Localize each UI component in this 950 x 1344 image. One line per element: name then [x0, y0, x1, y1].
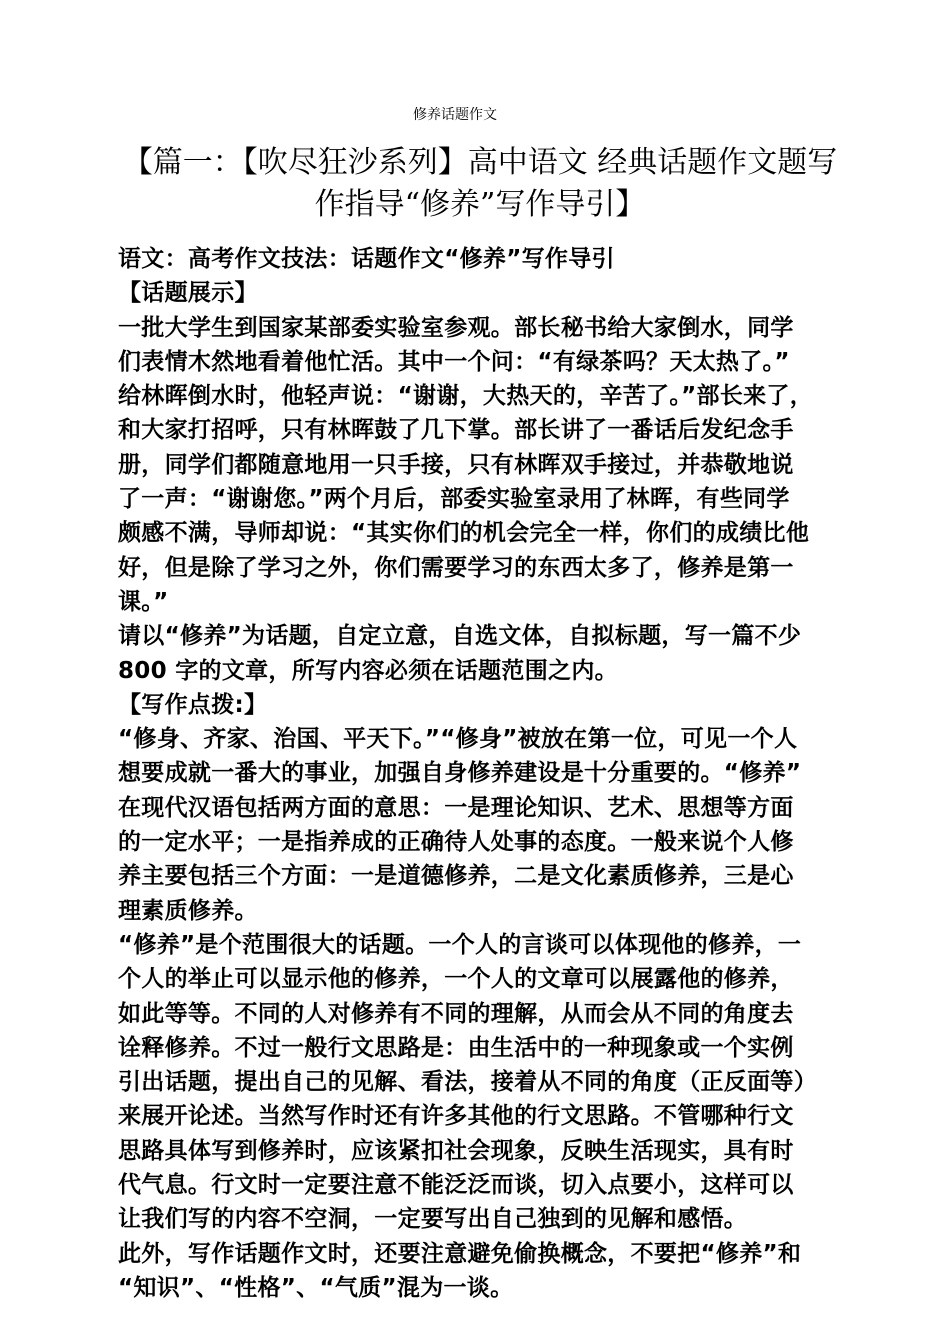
body-line: “修身、齐家、治国、平天下。”“修身”被放在第一位，可见一个人: [118, 726, 798, 753]
body-line: 如此等等。不同的人对修养有不同的理解，从而会从不同的角度去: [118, 1000, 794, 1027]
title-line: 作指导“修养”写作导引】: [314, 187, 646, 222]
body-line: 800 字的文章，所写内容必须在话题范围之内。: [118, 657, 618, 684]
body-line: 们表情木然地看着他忙活。其中一个问：“有绿茶吗？天太热了。”: [118, 348, 790, 375]
body-line: 了一声：“谢谢您。”两个月后，部委实验室录用了林晖，有些同学: [118, 486, 790, 513]
body-line: 和大家打招呼，只有林晖鼓了几下掌。部长讲了一番话后发纪念手: [118, 417, 794, 444]
body-line: “知识”、“性格”、“气质”混为一谈。: [118, 1274, 514, 1301]
body-line: 课。”: [118, 588, 169, 615]
body-line: 给林晖倒水时，他轻声说：“谢谢，大热天的，辛苦了。”部长来了，: [118, 383, 814, 410]
body-line: “修养”是个范围很大的话题。一个人的言谈可以体现他的修养，一: [118, 931, 802, 958]
body-line: 此外，写作话题作文时，还要注意避免偷换概念，不要把“修养”和: [118, 1240, 802, 1267]
body-line: 一批大学生到国家某部委实验室参观。部长秘书给大家倒水，同学: [118, 314, 794, 341]
body-line: 【话题展示】: [118, 280, 258, 307]
body-line: 在现代汉语包括两方面的意思：一是理论知识、艺术、思想等方面: [118, 794, 794, 821]
page-header: 修养话题作文: [413, 107, 497, 123]
document-body: [118, 242, 848, 1305]
body-line: 来展开论述。当然写作时还有许多其他的行文思路。不管哪种行文: [118, 1103, 794, 1130]
body-line: 养主要包括三个方面：一是道德修养，二是文化素质修养，三是心: [118, 863, 794, 890]
body-line: 册，同学们都随意地用一只手接，只有林晖双手接过，并恭敬地说: [118, 451, 794, 478]
body-line: 的一定水平；一是指养成的正确待人处事的态度。一般来说个人修: [118, 829, 794, 856]
body-line: 诠释修养。不过一般行文思路是：由生活中的一种现象或一个实例: [118, 1034, 794, 1061]
body-line: 个人的举止可以显示他的修养，一个人的文章可以展露他的修养，: [118, 966, 794, 993]
title-line: 【篇一：【吹尽狂沙系列】高中语文 经典话题作文题写: [122, 145, 838, 180]
body-line: 引出话题，提出自己的见解、看法，接着从不同的角度（正反面等）: [118, 1069, 817, 1096]
body-line: 【写作点拨:】: [118, 691, 268, 718]
body-line: 思路具体写到修养时，应该紧扣社会现象，反映生活现实，具有时: [118, 1137, 794, 1164]
body-line: 代气息。行文时一定要注意不能泛泛而谈，切入点要小，这样可以: [118, 1172, 794, 1199]
body-line: 理素质修养。: [118, 897, 258, 924]
body-line: 想要成就一番大的事业，加强自身修养建设是十分重要的。“修养”: [118, 760, 802, 787]
body-line: 好，但是除了学习之外，你们需要学习的东西太多了，修养是第一: [118, 554, 794, 581]
body-line: 语文：高考作文技法：话题作文“修养”写作导引: [118, 246, 615, 272]
body-line: 请以“修养”为话题，自定立意，自选文体，自拟标题，写一篇不少: [118, 623, 802, 650]
body-line: 颇感不满，导师却说：“其实你们的机会完全一样，你们的成绩比他: [118, 520, 810, 547]
body-line: 让我们写的内容不空洞，一定要写出自己独到的见解和感悟。: [118, 1206, 748, 1233]
document-title: [110, 142, 850, 226]
